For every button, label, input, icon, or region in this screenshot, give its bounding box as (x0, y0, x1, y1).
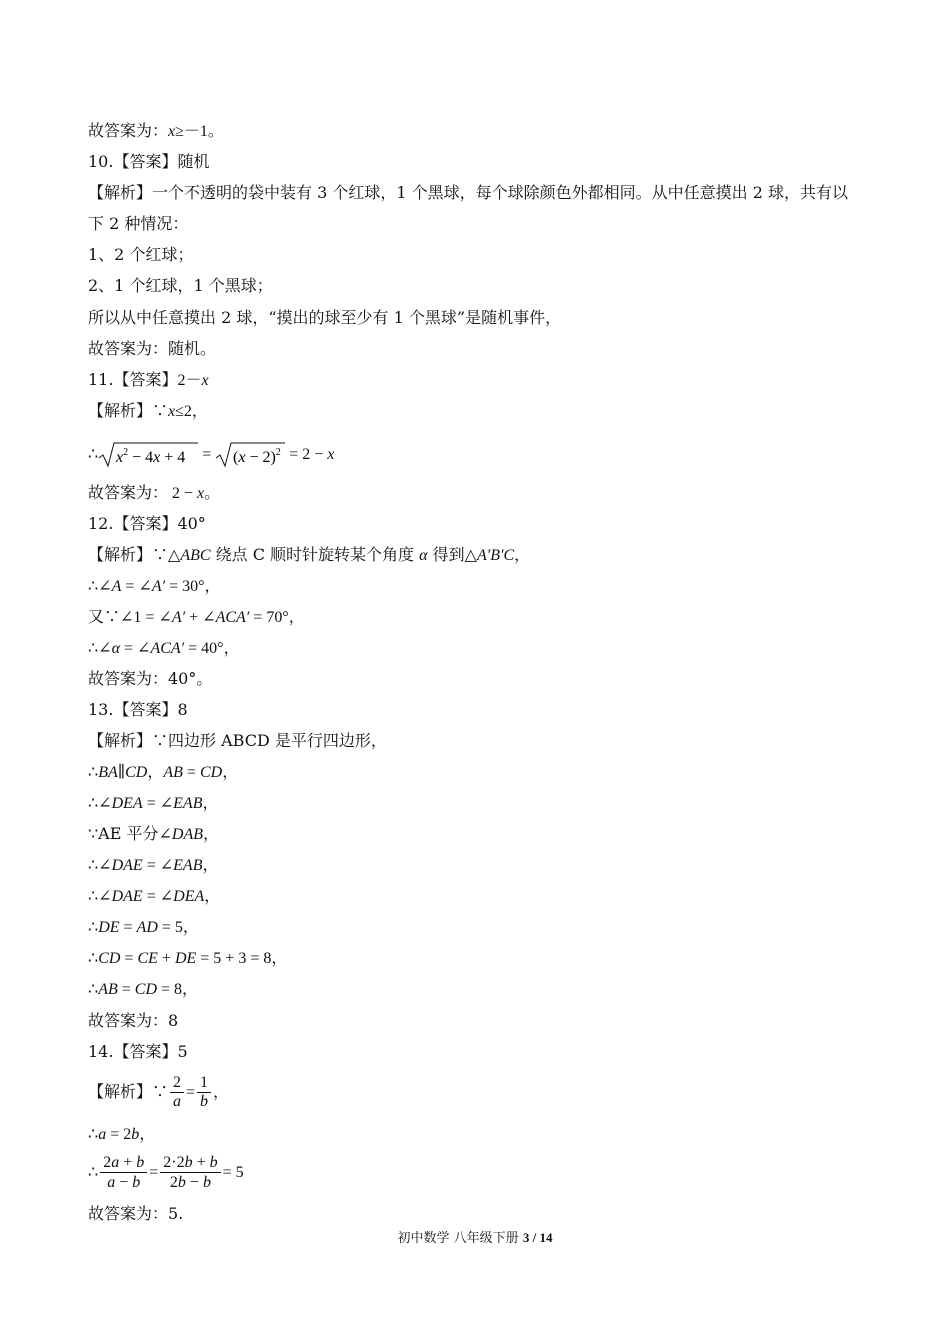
analysis-11-a: 【解析】∵x≤2， (88, 401, 208, 420)
analysis-14-a: 【解析】∵ $\frac{2}{a}$ = $\frac{1}{b}$ ， (88, 1074, 230, 1110)
analysis-13-a: 【解析】∵四边形 ABCD 是平行四边形， (88, 731, 387, 750)
sqrt-expression-1 (98, 440, 198, 469)
analysis-13-d: ∵AE 平分∠DAB， (88, 824, 220, 843)
svg-text:(x − 2)2: $(x - 2)^2$ (233, 446, 282, 466)
analysis-13-b: ∴BA∥CD，AB = CD， (88, 762, 239, 781)
answer-10: 10.【答案】随机 (88, 152, 210, 171)
fraction-2a-plus-b: $\frac{2a + b}{a - b}$ (100, 1153, 147, 1192)
page-footer (0, 1229, 950, 1248)
analysis-10-a: 【解析】一个不透明的袋中装有 3 个红球，1 个黑球，每个球除颜色外都相同。从中任意摸出 2 球，共有以 (88, 183, 848, 202)
answer-14: 14.【答案】5 (88, 1042, 188, 1061)
fraction-substituted: $\frac{2\cdot 2b + b}{2b - b}$ (160, 1153, 220, 1192)
analysis-14-c: ∴ $\frac{2a + b}{a - b}$ = $\frac{2\cdot 2b + b}{2b - b}$ = 5 (88, 1154, 244, 1191)
sqrt-expression-2 (215, 440, 285, 469)
analysis-13-i: ∴AB = CD = 8， (88, 979, 199, 998)
conclusion-14: 故答案为：5. (88, 1204, 184, 1223)
fraction-2-over-a: $\frac{2}{a}$ (170, 1074, 184, 1111)
conclusion-13: 故答案为：8 (88, 1011, 179, 1030)
analysis-10-e: 所以从中任意摸出 2 球，“摸出的球至少有 1 个黑球”是随机事件， (88, 308, 562, 327)
footer-label: 初中数学 八年级下册 (397, 1231, 519, 1246)
analysis-12-b: ∴∠A = ∠A′ = 30°， (88, 576, 221, 595)
analysis-11-b: ∴ $x^2 - 4x + 4$ = $(x - 2)^2$ = 2 − x (88, 440, 334, 469)
analysis-13-e: ∴∠DAE = ∠EAB， (88, 855, 219, 874)
analysis-10-c: 1、2 个红球； (88, 245, 194, 264)
analysis-10-d: 2、1 个红球，1 个黑球； (88, 276, 273, 295)
analysis-12-c: 又∵∠1 = ∠A′ + ∠ACA′ = 70°， (88, 607, 305, 626)
analysis-13-h: ∴CD = CE + DE = 5 + 3 = 8， (88, 948, 288, 967)
line-1: 故答案为：x≥－1。 (88, 121, 224, 140)
answer-11: 11.【答案】2－x (88, 370, 209, 389)
footer-separator: / (529, 1230, 540, 1245)
analysis-12-a: 【解析】∵△ABC 绕点 C 顺时针旋转某个角度 α 得到△A′B′C， (88, 545, 531, 564)
analysis-13-f: ∴∠DAE = ∠DEA， (88, 886, 221, 905)
footer-page-total: 14 (539, 1230, 553, 1245)
conclusion-10: 故答案为：随机。 (88, 339, 217, 358)
answer-12: 12.【答案】40° (88, 514, 206, 533)
fraction-1-over-b: $\frac{1}{b}$ (197, 1074, 211, 1111)
footer-page-number: 3 (522, 1230, 530, 1245)
analysis-12-d: ∴∠α = ∠ACA′ = 40°， (88, 638, 240, 657)
answer-13: 13.【答案】8 (88, 700, 188, 719)
analysis-13-g: ∴DE = AD = 5， (88, 917, 199, 936)
svg-text:x2 − 4x + 4: $x^2 - 4x + 4$ (116, 446, 186, 466)
analysis-10-b: 下 2 种情况： (88, 214, 189, 233)
conclusion-11: 故答案为： 2 − x。 (88, 483, 221, 502)
conclusion-12: 故答案为：40°。 (88, 669, 213, 688)
analysis-14-b: ∴a = 2b， (88, 1124, 156, 1143)
analysis-13-c: ∴∠DEA = ∠EAB， (88, 793, 219, 812)
